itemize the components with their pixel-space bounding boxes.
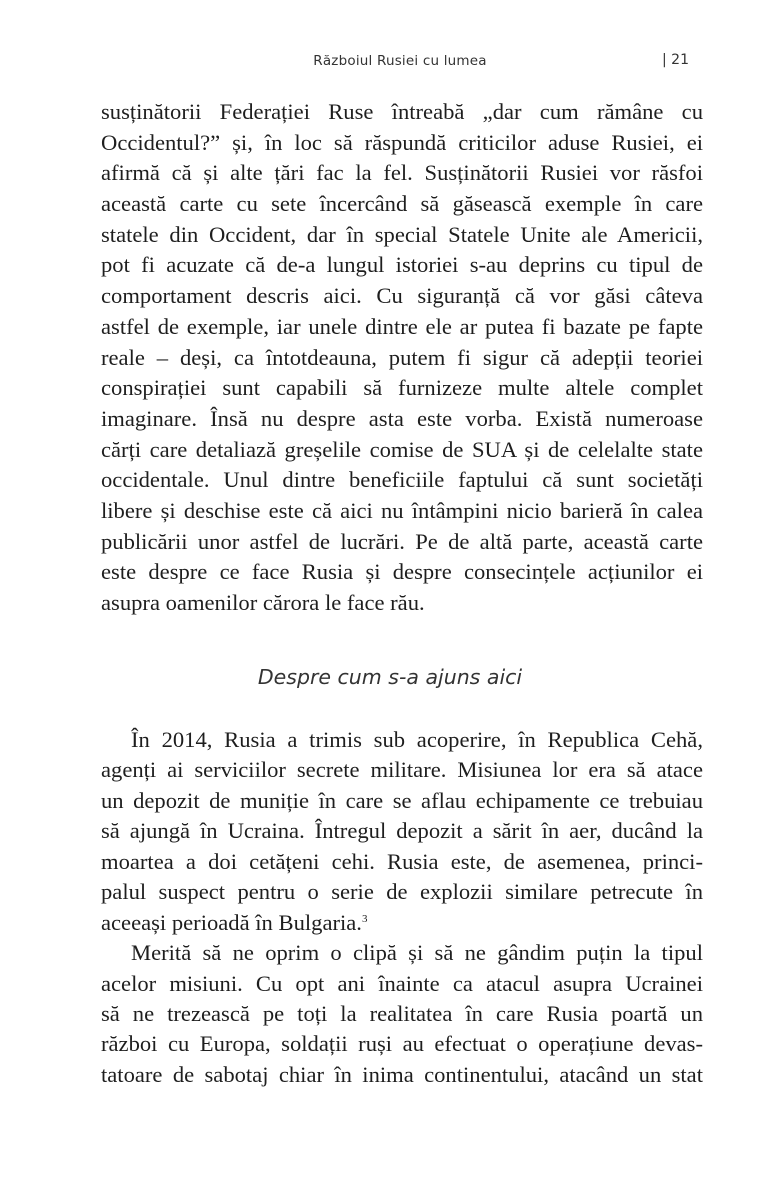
footnote-reference[interactable]: 3 bbox=[361, 912, 368, 925]
text-line bbox=[101, 999, 703, 1029]
text-line bbox=[101, 189, 703, 220]
text-line bbox=[101, 250, 703, 281]
text-line bbox=[101, 908, 703, 938]
text-line bbox=[101, 496, 703, 527]
text-line bbox=[101, 969, 703, 999]
text-line-content: este despre ce face Rusia și despre consecințele acțiunilor ei bbox=[101, 559, 703, 585]
text-line bbox=[101, 755, 703, 785]
text-line bbox=[101, 847, 703, 877]
text-line-content: asupra oamenilor cărora le face rău. bbox=[101, 590, 425, 615]
body-text-section-2 bbox=[101, 725, 703, 1090]
text-line-content: occidentale. Unul dintre beneficiile faptului că sunt societăți bbox=[101, 467, 703, 493]
text-line bbox=[101, 877, 703, 907]
text-line-content: statele din Occident, dar în special Statele Unite ale Americii, bbox=[101, 221, 703, 247]
text-line-content: tatoare de sabotaj chiar în inima continentului, atacând un stat bbox=[101, 1061, 703, 1087]
text-line bbox=[101, 557, 703, 588]
text-line bbox=[101, 1060, 703, 1090]
text-line bbox=[101, 435, 703, 466]
text-line bbox=[101, 786, 703, 816]
text-line bbox=[101, 725, 703, 755]
text-line-content: palul suspect pentru o serie de explozii similare petrecute în bbox=[101, 879, 703, 905]
text-line-content: libere și deschise este că aici nu întâmpini nicio barieră în calea bbox=[101, 497, 703, 523]
text-line-content: aceeași perioadă în Bulgaria. bbox=[101, 909, 362, 935]
text-line-content: pot fi acuzate că de-a lungul istoriei s-au deprins cu tipul de bbox=[101, 252, 703, 278]
text-line-content: publicării unor astfel de lucrări. Pe de altă parte, această carte bbox=[101, 528, 703, 554]
text-line-content: un depozit de muniție în care se aflau echipamente ce trebuiau bbox=[101, 787, 703, 813]
text-line bbox=[101, 1029, 703, 1059]
text-line bbox=[101, 404, 703, 435]
text-line-content: comportament descris aici. Cu siguranță că vor găsi câteva bbox=[101, 283, 703, 309]
text-line-content: Merită să ne oprim o clipă și să ne gândim puțin la tipul bbox=[131, 940, 703, 966]
text-line-content: astfel de exemple, iar unele dintre ele ar putea fi bazate pe fapte bbox=[101, 313, 703, 339]
text-line-content: agenți ai serviciilor secrete militare. Misiunea lor era să atace bbox=[101, 757, 703, 783]
text-line-content: război cu Europa, soldații ruși au efectuat o operațiune devas- bbox=[101, 1031, 703, 1057]
text-line-content: această carte cu sete încercând să găsească exemple în care bbox=[101, 191, 703, 217]
text-line bbox=[101, 343, 703, 374]
text-line bbox=[101, 220, 703, 251]
text-line-content: reale – deși, ca întotdeauna, putem fi sigur că adepții teoriei bbox=[101, 344, 703, 370]
text-line-content: acelor misiuni. Cu opt ani înainte ca atacul asupra Ucrainei bbox=[101, 970, 703, 996]
text-line-content: să ne trezească pe toți la realitatea în care Rusia poartă un bbox=[101, 1000, 703, 1026]
text-line-content: susținătorii Federației Ruse întreabă „dar cum rămâne cu bbox=[101, 99, 703, 124]
page-number: | 21 bbox=[662, 52, 689, 68]
text-line bbox=[101, 588, 703, 619]
text-line bbox=[101, 281, 703, 312]
text-line bbox=[101, 816, 703, 846]
running-head-title: Războiul Rusiei cu lumea bbox=[313, 53, 487, 69]
text-line-content: cărți care detaliază greșelile comise de SUA și de celelalte state bbox=[101, 436, 703, 462]
text-line bbox=[101, 373, 703, 404]
text-line bbox=[101, 465, 703, 496]
text-line-content: În 2014, Rusia a trimis sub acoperire, în Republica Cehă, bbox=[131, 727, 703, 752]
text-line-content: moartea a doi cetățeni cehi. Rusia este, de asemenea, princi- bbox=[101, 848, 703, 874]
text-line bbox=[101, 312, 703, 343]
text-line bbox=[101, 97, 703, 128]
section-heading: Despre cum s-a ajuns aici bbox=[257, 665, 523, 689]
text-line-content: imaginare. Însă nu despre asta este vorba. Există numeroase bbox=[101, 405, 703, 431]
body-text-section-1 bbox=[101, 97, 703, 619]
text-line-content: să ajungă în Ucraina. Întregul depozit a sărit în aer, ducând la bbox=[101, 818, 703, 844]
text-line bbox=[101, 938, 703, 968]
text-line bbox=[101, 158, 703, 189]
text-line bbox=[101, 527, 703, 558]
text-line-content: Occidentul?” și, în loc să răspundă criticilor aduse Rusiei, ei bbox=[101, 129, 703, 155]
text-line-content: conspirației sunt capabili să furnizeze multe altele complet bbox=[101, 375, 703, 401]
text-line bbox=[101, 128, 703, 159]
text-line-content: afirmă că și alte țări fac la fel. Susținătorii Rusiei vor răsfoi bbox=[101, 160, 703, 186]
